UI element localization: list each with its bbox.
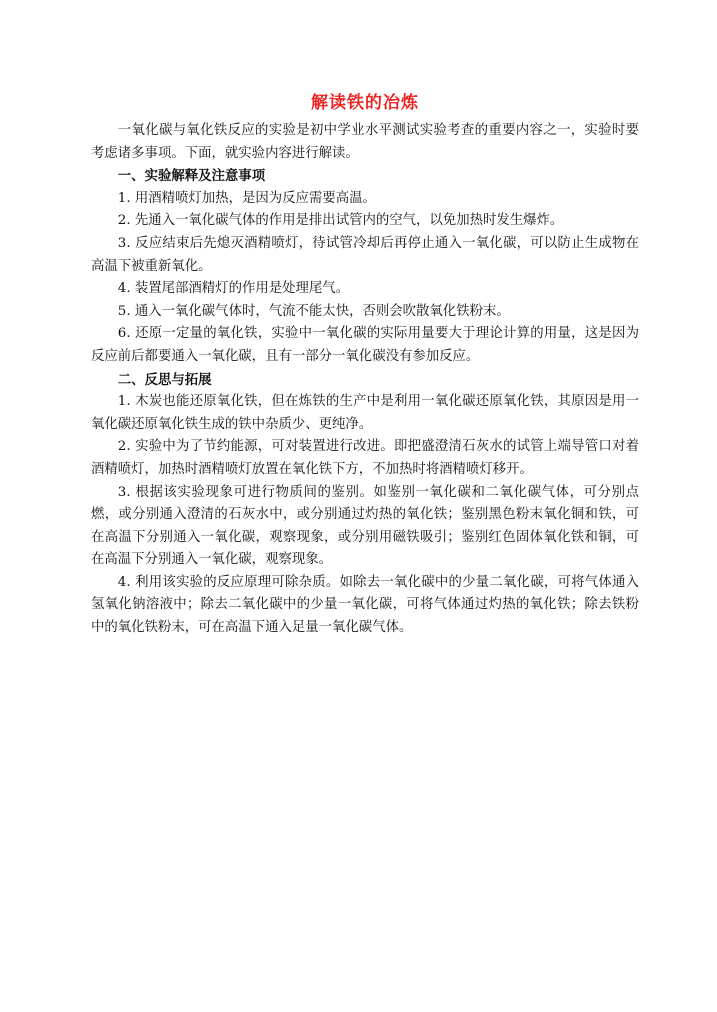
section-heading-reflection: 二、反思与拓展 [117, 371, 212, 388]
reflection-item-1: 1. 木炭也能还原氧化铁，但在炼铁的生产中是利用一氧化碳还原氧化铁，其原因是用一氧化碳还原氧化铁生成的铁中杂质少、更纯净。 [91, 394, 639, 432]
reflection-item-2: 2. 实验中为了节约能源，可对装置进行改进。即把盛澄清石灰水的试管上端导管口对着酒精喷灯，加热时酒精喷灯放置在氧化铁下方，不加热时将酒精喷灯移开。 [91, 439, 639, 477]
notes-item-1: 1. 用酒精喷灯加热，是因为反应需要高温。 [117, 190, 376, 206]
reflection-item-3: 3. 根据该实验现象可进行物质间的鉴别。如鉴别一氧化碳和二氧化碳气体，可分别点燃，或分别通入澄清的石灰水中，或分别通过灼热的氧化铁；鉴别黑色粉末氧化铜和铁，可在高温下分别通入一氧化碳，观察现象，或分别用磁铁吸引；鉴别红色固体氧化铁和铜，可在高温下分别通入一氧化碳，观察现象。 [91, 484, 639, 568]
notes-item-4: 4. 装置尾部酒精灯的作用是处理尾气。 [117, 281, 350, 297]
intro-paragraph: 一氧化碳与氧化铁反应的实验是初中学业水平测试实验考查的重要内容之一，实验时要考虑诸多事项。下面，就实验内容进行解读。 [91, 123, 639, 161]
document-body [91, 92, 639, 640]
notes-item-6: 6. 还原一定量的氧化铁，实验中一氧化碳的实际用量要大于理论计算的用量，这是因为反应前后都要通入一氧化碳，且有一部分一氧化碳没有参加反应。 [91, 326, 639, 364]
notes-item-5: 5. 通入一氧化碳气体时，气流不能太快，否则会吹散氧化铁粉末。 [117, 303, 510, 319]
section-heading-notes: 一、实验解释及注意事项 [117, 168, 266, 185]
notes-item-3: 3. 反应结束后先熄灭酒精喷灯，待试管冷却后再停止通入一氧化碳，可以防止生成物在高温下被重新氧化。 [91, 235, 639, 274]
reflection-item-4: 4. 利用该实验的反应原理可除杂质。如除去一氧化碳中的少量二氧化碳，可将气体通入氢氧化钠溶液中；除去二氧化碳中的少量一氧化碳，可将气体通过灼热的氧化铁；除去铁粉中的氧化铁粉末，可在高温下通入足量一氧化碳气体。 [91, 574, 639, 636]
notes-item-2: 2. 先通入一氧化碳气体的作用是排出试管内的空气，以免加热时发生爆炸。 [117, 213, 564, 229]
document-title: 解读铁的冶炼 [311, 93, 419, 113]
